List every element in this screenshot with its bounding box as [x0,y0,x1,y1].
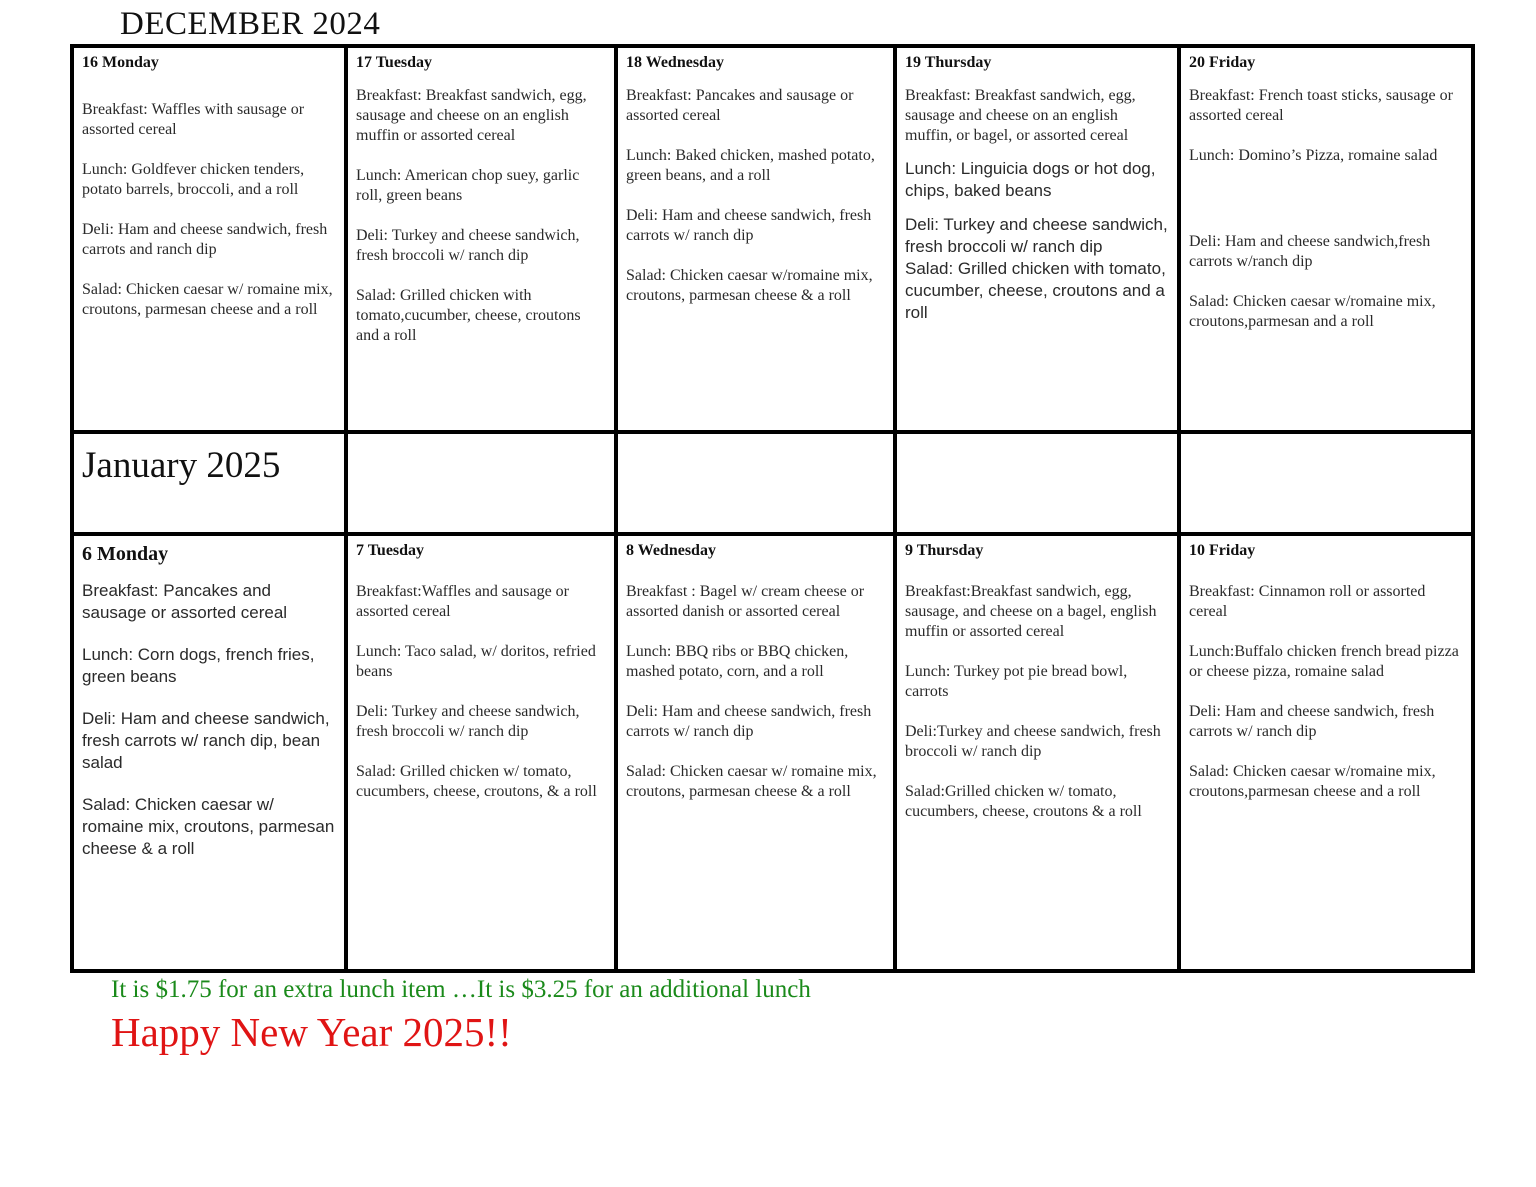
lunch-item: Lunch: Domino’s Pizza, romaine salad [1189,147,1438,164]
breakfast-item: Breakfast:Breakfast sandwich, egg, sausage, and cheese on a bagel, english muffin or assorted cereal [905,583,1157,640]
deli-item: Deli: Turkey and cheese sandwich, fresh broccoli w/ ranch dip [356,703,580,740]
deli-item: Deli: Ham and cheese sandwich, fresh carrots w/ ranch dip, bean salad [82,709,330,772]
deli-item: Deli: Ham and cheese sandwich, fresh carrots w/ ranch dip [626,703,872,740]
month-title: DECEMBER 2024 [120,6,381,42]
breakfast-item: Breakfast: French toast sticks, sausage or assorted cereal [1189,87,1453,124]
day-cell-jan-7 [348,536,614,969]
day-cell-dec-19 [897,48,1177,430]
lunch-item: Lunch: Baked chicken, mashed potato, green beans, and a roll [626,147,875,184]
salad-item: Salad: Chicken caesar w/romaine mix, croutons,parmesan cheese and a roll [1189,763,1436,800]
deli-item: Deli: Ham and cheese sandwich, fresh carrots w/ ranch dip [626,207,872,244]
day-cell-jan-6 [74,536,344,969]
menu-calendar-grid [70,44,1475,973]
breakfast-item: Breakfast: Breakfast sandwich, egg, sausage and cheese on an english muffin or assorted cereal [356,87,587,144]
breakfast-item: Breakfast:Waffles and sausage or assorted cereal [356,583,569,620]
lunch-item: Lunch: American chop suey, garlic roll, green beans [356,167,580,204]
salad-item: Salad: Grilled chicken with tomato, cucumber, cheese, croutons and a roll [905,259,1166,322]
lunch-item: Lunch: Linguicia dogs or hot dog, chips, baked beans [905,159,1156,200]
breakfast-item: Breakfast: Waffles with sausage or assorted cereal [82,101,305,138]
day-heading: 20 Friday [1189,54,1256,71]
day-heading: 9 Thursday [905,542,984,559]
january-heading-cell [74,434,344,532]
day-cell-jan-9 [897,536,1177,969]
price-note: It is $1.75 for an extra lunch item …It is $3.25 for an additional lunch [111,976,811,1003]
breakfast-item: Breakfast: Pancakes and sausage or assorted cereal [626,87,854,124]
salad-item: Salad: Grilled chicken with tomato,cucumber, cheese, croutons and a roll [356,287,581,344]
day-heading: 7 Tuesday [356,542,425,559]
day-heading: 10 Friday [1189,542,1256,559]
day-cell-dec-16 [74,48,344,430]
lunch-item: Lunch: Goldfever chicken tenders, potato barrels, broccoli, and a roll [82,161,305,198]
deli-item: Deli: Ham and cheese sandwich,fresh carrots w/ranch dip [1189,233,1431,270]
lunch-item: Lunch: BBQ ribs or BBQ chicken, mashed potato, corn, and a roll [626,643,849,680]
deli-item: Deli: Turkey and cheese sandwich, fresh broccoli w/ ranch dip [905,215,1168,256]
salad-item: Salad: Chicken caesar w/ romaine mix, croutons, parmesan cheese and a roll [82,281,333,318]
day-heading: 16 Monday [82,54,159,71]
salad-item: Salad: Chicken caesar w/ romaine mix, croutons, parmesan cheese & a roll [82,795,335,858]
breakfast-item: Breakfast : Bagel w/ cream cheese or assorted danish or assorted cereal [626,583,865,620]
day-heading: 18 Wednesday [626,54,724,71]
salad-item: Salad: Chicken caesar w/romaine mix, croutons,parmesan and a roll [1189,293,1436,330]
deli-item: Deli: Ham and cheese sandwich, fresh carrots and ranch dip [82,221,328,258]
deli-item: Deli: Turkey and cheese sandwich, fresh broccoli w/ ranch dip [356,227,580,264]
lunch-item: Lunch: Corn dogs, french fries, green beans [82,645,315,686]
day-heading: 8 Wednesday [626,542,716,559]
breakfast-item: Breakfast: Breakfast sandwich, egg, sausage and cheese on an english muffin, or bagel, or assorted cereal [905,87,1136,144]
day-heading: 17 Tuesday [356,54,433,71]
day-heading: 6 Monday [82,543,169,565]
lunch-item: Lunch:Buffalo chicken french bread pizza or cheese pizza, romaine salad [1189,643,1459,680]
day-cell-jan-10 [1181,536,1471,969]
salad-item: Salad: Grilled chicken w/ tomato, cucumbers, cheese, croutons, & a roll [356,763,597,800]
breakfast-item: Breakfast: Cinnamon roll or assorted cereal [1189,583,1426,620]
day-cell-dec-18 [618,48,893,430]
deli-item: Deli: Ham and cheese sandwich, fresh carrots w/ ranch dip [1189,703,1435,740]
salad-item: Salad:Grilled chicken w/ tomato, cucumbers, cheese, croutons & a roll [905,783,1142,820]
salad-item: Salad: Chicken caesar w/romaine mix, croutons, parmesan cheese & a roll [626,267,873,304]
day-heading: 19 Thursday [905,54,992,71]
lunch-item: Lunch: Turkey pot pie bread bowl, carrots [905,663,1128,700]
day-cell-dec-20 [1181,48,1471,430]
salad-item: Salad: Chicken caesar w/ romaine mix, croutons, parmesan cheese & a roll [626,763,877,800]
day-cell-jan-8 [618,536,893,969]
january-title: January 2025 [82,445,281,486]
lunch-item: Lunch: Taco salad, w/ doritos, refried beans [356,643,596,680]
deli-item: Deli:Turkey and cheese sandwich, fresh broccoli w/ ranch dip [905,723,1161,760]
day-cell-dec-17 [348,48,614,430]
breakfast-item: Breakfast: Pancakes and sausage or assorted cereal [82,581,288,622]
happy-new-year-banner: Happy New Year 2025!! [111,1009,512,1055]
